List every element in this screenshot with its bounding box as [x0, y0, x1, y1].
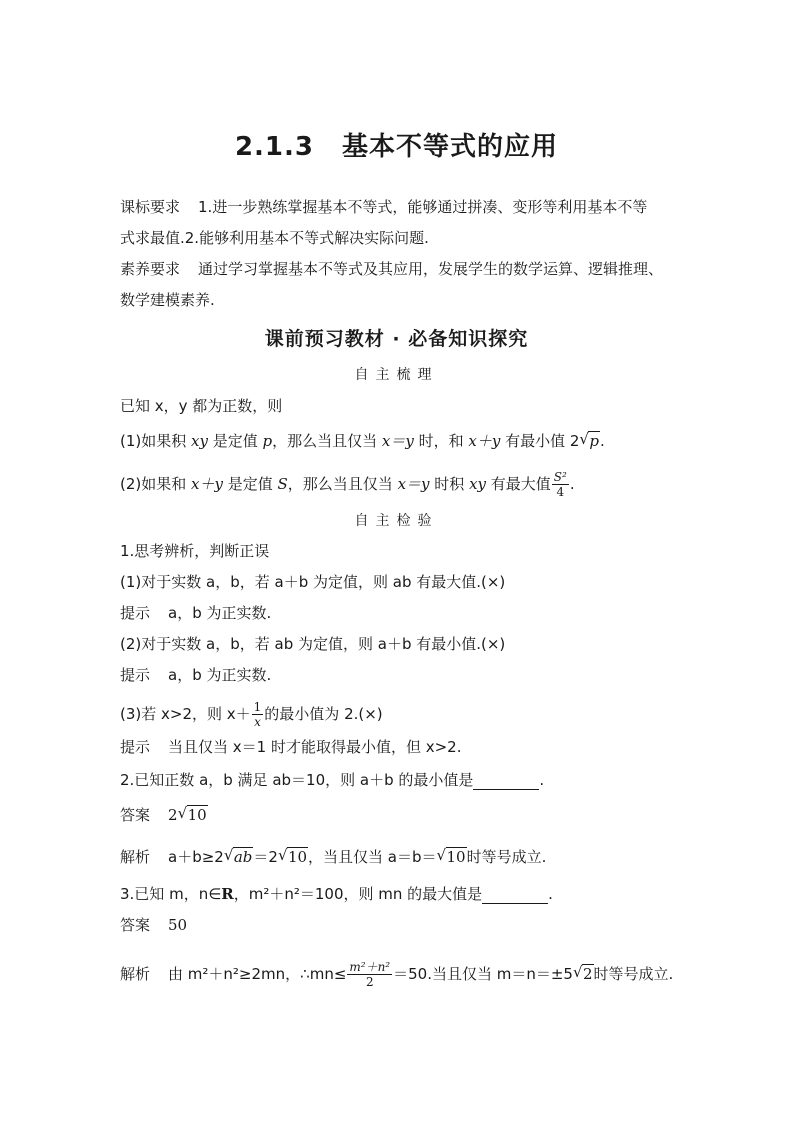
- jiexi-text: 时等号成立.: [466, 848, 547, 866]
- comb-text: ，那么当且仅当: [287, 475, 398, 493]
- comb-text: .: [569, 475, 575, 493]
- answer-3: [120, 915, 187, 935]
- q-text: 3.已知 m，n∈: [120, 885, 222, 903]
- hint-text: a，b 为正实数.: [168, 604, 272, 622]
- suyang-line-2: 数学建模素养.: [120, 291, 215, 309]
- denominator: x: [254, 715, 261, 729]
- q2: [120, 770, 544, 790]
- q-text: .: [548, 885, 553, 903]
- jiexi-2: [120, 847, 546, 867]
- jiexi-text: ，当且仅当 a＝b＝: [308, 848, 437, 866]
- q1-item-2: (2)对于实数 a，b，若 ab 为定值，则 a＋b 有最小值.(×): [120, 635, 506, 653]
- jiexi-text: ＝50.当且仅当 m＝n＝±5: [393, 965, 573, 983]
- comb-text: ，那么当且仅当: [272, 432, 382, 450]
- math-expr: x＋y: [468, 432, 501, 450]
- answer-label: 答案: [120, 806, 151, 824]
- sqrt-expr: √ ab: [223, 846, 253, 866]
- q-text: (3)若 x>2，则 x＋: [120, 705, 251, 723]
- comb-line-1: 已知 x，y 都为正数，则: [120, 397, 283, 415]
- section-number: 2.1.3: [234, 132, 314, 162]
- answer-value: 2: [168, 806, 178, 824]
- kebiao-line-1: [120, 197, 647, 217]
- answer-blank: [482, 889, 548, 904]
- sqrt-expr: √ p: [579, 430, 600, 450]
- comb-text: 有最小值 2: [500, 432, 580, 450]
- denominator: 4: [556, 485, 565, 499]
- q1-heading: 1.思考辨析，判断正误: [120, 542, 270, 560]
- answer-value: 50: [168, 916, 188, 934]
- math-expr: x＋y: [191, 475, 223, 493]
- sqrt-expr: √ 2: [572, 963, 593, 983]
- hint-2: [120, 665, 271, 685]
- hint-label: 提示: [120, 738, 151, 756]
- q-text: 2.已知正数 a，b 满足 ab＝10，则 a＋b 的最小值是: [120, 771, 474, 789]
- jiexi-label: 解析: [120, 848, 151, 866]
- kebiao-text-1: 1.进一步熟练掌握基本不等式，能够通过拼凑、变形等利用基本不等: [198, 198, 648, 216]
- hint-text: a，b 为正实数.: [168, 666, 272, 684]
- numerator: 1: [253, 700, 262, 714]
- math-expr: xy: [191, 432, 208, 450]
- q1-item-3: [120, 700, 383, 729]
- comb-line-3: [120, 470, 575, 499]
- radicand: 10: [287, 848, 308, 866]
- fraction: [347, 960, 392, 989]
- numerator: S²: [553, 470, 567, 484]
- jiexi-3: [120, 960, 673, 989]
- radicand: ab: [233, 848, 253, 866]
- page-title: [0, 126, 793, 163]
- comb-text: (2)如果和: [120, 475, 192, 493]
- q-text: ，m²＋n²＝100，则 mn 的最大值是: [233, 885, 483, 903]
- math-expr: xy: [469, 475, 486, 493]
- kebiao-line-2: 式求最值.2.能够利用基本不等式解决实际问题.: [120, 229, 429, 247]
- q-text: 的最小值为 2.(×): [264, 705, 383, 723]
- comb-text: 时，和: [413, 432, 469, 450]
- numerator: m²＋n²: [349, 960, 391, 974]
- math-expr: p: [262, 432, 273, 450]
- hint-label: 提示: [120, 666, 151, 684]
- comb-text: 有最大值: [486, 475, 551, 493]
- q1-item-1: (1)对于实数 a，b，若 a＋b 为定值，则 ab 有最大值.(×): [120, 573, 506, 591]
- suyang-text-1: 通过学习掌握基本不等式及其应用，发展学生的数学运算、逻辑推理、: [198, 260, 664, 278]
- fraction: [252, 700, 264, 729]
- radicand: 10: [187, 806, 207, 824]
- answer-label: 答案: [120, 916, 151, 934]
- comb-text: 是定值: [207, 432, 263, 450]
- comb-text: 时积: [429, 475, 470, 493]
- math-expr: x＝y: [381, 432, 414, 450]
- jiexi-text: ＝2: [253, 848, 278, 866]
- jiexi-text: 由 m²＋n²≥2mn，∴mn≤: [168, 965, 347, 983]
- suyang-label: 素养要求: [120, 260, 181, 278]
- fraction: [552, 470, 569, 499]
- real-set-symbol: R: [221, 885, 234, 903]
- comb-line-2: [120, 431, 605, 451]
- hint-1: [120, 603, 271, 623]
- hint-3: [120, 737, 462, 757]
- kebiao-label: 课标要求: [120, 198, 181, 216]
- sqrt-expr: √ 10: [436, 846, 466, 866]
- section-heading: 基本不等式的应用: [342, 132, 559, 162]
- subheading-zizhu-jianyan: 自主检验: [354, 513, 439, 529]
- hint-label: 提示: [120, 604, 151, 622]
- sqrt-expr: √ 10: [177, 804, 207, 824]
- math-expr: x＝y: [397, 475, 430, 493]
- answer-blank: [473, 775, 539, 790]
- hint-text: 当且仅当 x＝1 时才能取得最小值，但 x>2.: [168, 738, 462, 756]
- answer-2: [120, 805, 208, 825]
- jiexi-text: a＋b≥2: [168, 848, 224, 866]
- radicand: p: [589, 432, 600, 450]
- suyang-line-1: [120, 259, 663, 279]
- radicand: 10: [446, 848, 466, 866]
- math-expr: S: [277, 475, 288, 493]
- comb-text: (1)如果积: [120, 432, 192, 450]
- radicand: 2: [582, 965, 593, 983]
- jiexi-label: 解析: [120, 965, 151, 983]
- comb-text: 是定值: [222, 475, 278, 493]
- jiexi-text: 时等号成立.: [593, 965, 674, 983]
- section-title: 课前预习教材 · 必备知识探究: [264, 328, 529, 350]
- sqrt-expr: √ 10: [277, 846, 308, 866]
- subheading-zizhu-shuli: 自主梳理: [354, 367, 439, 383]
- q3: [120, 884, 553, 904]
- q-text: .: [539, 771, 545, 789]
- comb-text: .: [600, 432, 605, 450]
- denominator: 2: [365, 975, 374, 989]
